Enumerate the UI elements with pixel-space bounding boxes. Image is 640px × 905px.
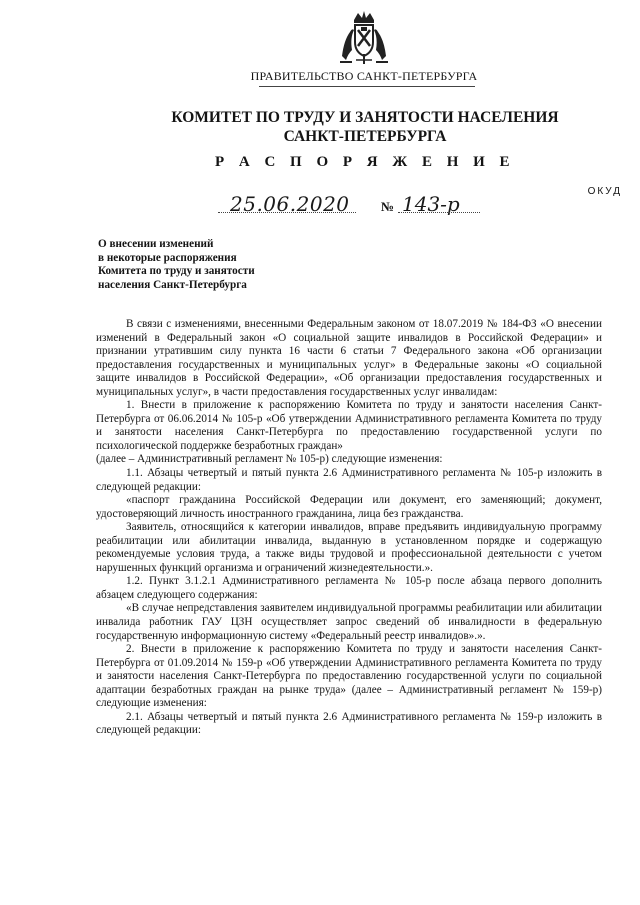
body-paragraph: 1. Внести в приложение к распоряжению Комитета по труду и занятости населения Санкт-Петербурга от 06.06.2014 № 105-р «Об утверждении Административного регламента Комитета по труду и занятости населения Санкт-Петербурга по предоставлению государственной услуги по психологической поддержке безработных граждан» — [96, 399, 602, 452]
government-underline — [259, 86, 475, 87]
date-underline — [218, 212, 356, 213]
body-paragraph: 2.1. Абзацы четвертый и пятый пункта 2.6 Административного регламента № 159-р изложить в следующей редакции: — [96, 710, 602, 737]
okud-label: ОКУД — [587, 186, 622, 197]
committee-line-2: САНКТ-ПЕТЕРБУРГА — [283, 128, 447, 145]
body-paragraph: «В случае непредставления заявителем индивидуальной программы реабилитации или абилитации инвалида работник ГАУ ЦЗН осуществляет запрос сведений об инвалидности в федеральную государственную информационную систему «Федеральный реестр инвалидов».». — [96, 602, 602, 642]
committee-line-1: КОМИТЕТ ПО ТРУДУ И ЗАНЯТОСТИ НАСЕЛЕНИЯ — [171, 109, 559, 126]
body-paragraph: В связи с изменениями, внесенными Федеральным законом от 18.07.2019 № 184-ФЗ «О внесении изменений в Федеральный закон «О социальной защите инвалидов в Российской Федерации» и признании утратившим силу пункта 16 части 6 статьи 7 Федерального закона «Об организации предоставления государственных и муниципальных услуг» в Федеральные законы «О социальной защите инвалидов в Российской Федерации», «Об организации предоставления государственных и муниципальных услуг», в части предоставления государственных услуг инвалидам: — [96, 318, 602, 398]
coat-of-arms-icon — [338, 10, 390, 66]
document-type: Р А С П О Р Я Ж Е Н И Е — [214, 154, 516, 170]
subject-line: Комитета по труду и занятости — [98, 265, 255, 278]
subject-line: О внесении изменений — [98, 238, 214, 250]
body-paragraph: 2. Внести в приложение к распоряжению Комитета по труду и занятости населения Санкт-Петербурга от 01.09.2014 № 159-р «Об утверждении Административного регламента Комитета по труду и занятости населения Санкт-Петербурга по предоставлению государственной услуги по социальной адаптации безработных граждан на рынке труда» (далее – Административный регламент № 159-р) следующие изменения: — [96, 643, 602, 710]
document-date: 25.06.2020 — [230, 192, 350, 216]
committee-name — [130, 108, 600, 146]
government-name: ПРАВИТЕЛЬСТВО САНКТ-ПЕТЕРБУРГА — [250, 69, 478, 83]
subject-line: населения Санкт-Петербурга — [98, 278, 247, 291]
body-paragraph: (далее – Административный регламент № 105-р) следующие изменения: — [96, 453, 443, 466]
number-sign: № — [381, 199, 395, 214]
subject-line: в некоторые распоряжения — [98, 251, 237, 264]
body-paragraph: 1.1. Абзацы четвертый и пятый пункта 2.6 Административного регламента № 105-р изложить в следующей редакции: — [96, 467, 602, 493]
body-paragraph: Заявитель, относящийся к категории инвалидов, вправе предъявить индивидуальную программу реабилитации или абилитации инвалида, выданную в установленном порядке и содержащую рекомендуемые условия труда, а также виды трудовой и профессиональной деятельности с учетом нарушенных функций организма и ограничений жизнедеятельности.». — [96, 521, 602, 574]
document-subject — [98, 238, 338, 292]
document-body — [96, 318, 602, 738]
number-underline — [398, 212, 480, 213]
document-number: 143-р — [402, 192, 460, 216]
body-paragraph: «паспорт гражданина Российской Федерации или документ, его заменяющий; документ, удостоверяющий личность иностранного гражданина, лица без гражданства. — [96, 494, 602, 520]
body-paragraph: 1.2. Пункт 3.1.2.1 Административного регламента № 105-р после абзаца первого дополнить абзацем следующего содержания: — [96, 575, 602, 601]
